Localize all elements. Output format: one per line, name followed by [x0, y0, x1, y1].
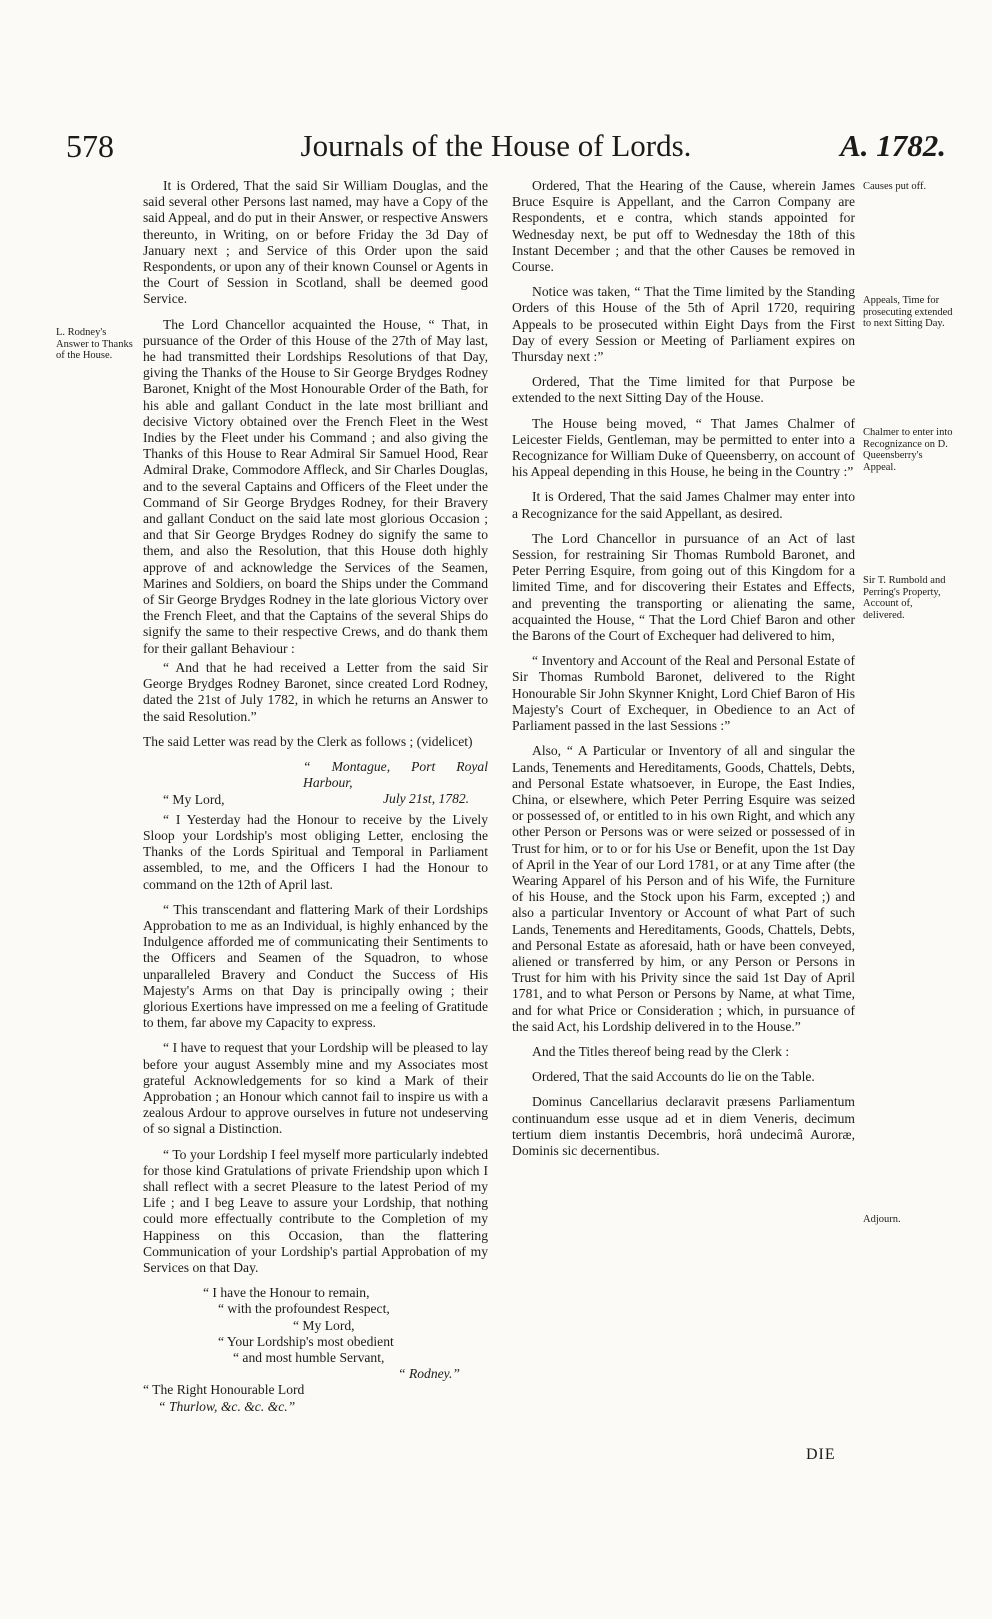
- letter-paragraph: “ To your Lordship I feel myself more particularly indebted for those kind Gratulations of private Friendship upon which I shall reflect with a secret Pleasure to the latest Period of my Life ; and I beg Leave to assure your Lordship, that nothing could more effectually contribute to the Completion of my Happiness on this Occasion, than the flattering Communication of your Lordship's partial Approbation of my Services on that Day.: [143, 1146, 488, 1275]
- closing-line: “ Your Lordship's most obedient: [218, 1333, 394, 1349]
- margin-note-chalmer: Chalmer to enter into Recognizance on D. Queensberry's Appeal.: [863, 427, 953, 473]
- page-title: Journals of the House of Lords.: [300, 128, 692, 163]
- order-accounts-lie: Ordered, That the said Accounts do lie on the Table.: [532, 1069, 815, 1085]
- closing-line: “ My Lord,: [293, 1317, 355, 1333]
- catchword: DIE: [806, 1446, 836, 1463]
- margin-note-rodney: L. Rodney's Answer to Thanks of the House.: [56, 327, 133, 361]
- left-column: [143, 178, 488, 1415]
- letter-date: July 21st, 1782.: [383, 791, 470, 807]
- right-column: [512, 178, 855, 1168]
- rodney-letter: [143, 759, 488, 808]
- inventory-rumbold: “ Inventory and Account of the Real and Personal Estate of Sir Thomas Rumbold Baronet, delivered to the Right Honourable Sir John Skynner Knight, Lord Chief Baron of His Majesty's Court of Exchequer, in Obedience to an Act of Parliament passed in the last Sessions :”: [512, 653, 855, 734]
- letter-paragraph: “ I have to request that your Lordship will be pleased to lay before your august Assembly mine and my Associates most grateful Acknowledgements for so kind a Mark of their Approbation ; an Honour which cannot fail to inspire us with a zealous Ardour to approve ourselves in future not undeserving of so signal a Distinction.: [143, 1040, 488, 1137]
- letter-signature: “ Rodney.”: [398, 1366, 460, 1382]
- page-year: A. 1782.: [840, 128, 946, 163]
- letter-read-note: The said Letter was read by the Clerk as follows ; (videlicet): [143, 733, 473, 749]
- order-time-extended: Ordered, That the Time limited for that Purpose be extended to the next Sitting Day of the House.: [512, 374, 855, 406]
- margin-note-appeals: Appeals, Time for prosecuting extended to next Sitting Day.: [863, 295, 953, 329]
- chancellor-rumbold-act: The Lord Chancellor in pursuance of an Act of last Session, for restraining Sir Thomas Rumbold Baronet, and Peter Perring Esquire, from going out of this Kingdom for a limited Time, and for discovering their Estates and Effects, and preventing the transporting or alienating the same, acquainted the House, “ That the Lord Chief Baron and other the Barons of the Court of Exchequer had delivered to him,: [512, 530, 855, 644]
- order-copy-appeal: It is Ordered, That the said Sir William Douglas, and the said several other Persons last named, may have a Copy of the said Appeal, and do put in their Answer, or respective Answers thereunto, in Writing, on or before Friday the 3d Day of January next ; and Service of this Order upon the said Respondents, or upon any of their known Counsel or Agents in the Court of Session in Scotland, shall be deemed good Service.: [143, 178, 488, 307]
- margin-note-rumbold: Sir T. Rumbold and Perring's Property, Account of, delivered.: [863, 575, 946, 621]
- adjournment: Dominus Cancellarius declaravit præsens Parliamentum continuandum esse usque ad et in diem Veneris, decimum tertium diem instantis Decembris, horâ undecimâ Auroræ, Dominis sic decernentibus.: [512, 1094, 855, 1158]
- page-number: 578: [66, 128, 114, 164]
- margin-note-causes: Causes put off.: [863, 181, 927, 192]
- order-causes-put-off: Ordered, That the Hearing of the Cause, wherein James Bruce Esquire is Appellant, and the Carron Company are Respondents, et e contra, which stands appointed for Wednesday next, be put off to Wednesday the 18th of this Instant December ; and that the other Causes be removed in Course.: [512, 178, 855, 275]
- titles-read: And the Titles thereof being read by the Clerk :: [532, 1043, 790, 1059]
- letter-place: “ Montague, Port Royal Harbour,: [303, 758, 488, 791]
- page-header: [0, 128, 992, 178]
- closing-line: “ I have the Honour to remain,: [203, 1285, 370, 1301]
- order-chalmer: It is Ordered, That the said James Chalmer may enter into a Recognizance for the said Appellant, as desired.: [512, 489, 855, 521]
- closing-line: “ and most humble Servant,: [233, 1350, 385, 1366]
- letter-addressee: “ Thurlow, &c. &c. &c.”: [158, 1398, 296, 1414]
- chancellor-acquainted-rodney: The Lord Chancellor acquainted the House, “ That, in pursuance of the Order of this House of the 27th of May last, he had transmitted their Lordships Resolutions of that Day, giving the Thanks of the House to Sir George Brydges Rodney Baronet, Knight of the Most Honourable Order of the Bath, for his able and gallant Conduct in the late most brilliant and decisive Victory obtained over the French Fleet in the West Indies by the Fleet under his Command ; and also giving the Thanks of this House to Rear Admiral Sir Samuel Hood, Rear Admiral Drake, Commodore Affleck, and Sir Charles Douglas, and to the several Captains and Officers of the Fleet under the Command of Sir George Brydges Rodney, for their Bravery and gallant Conduct on the said late most glorious Occasion ; and that Sir George Brydges Rodney do signify the same to them, and also the Resolution, that this House doth highly approve of and acknowledge the Services of the Seamen, Marines and Soldiers, on board the Ships under the Command of Sir George Brydges Rodney in the late glorious Victory over the French Fleet, and that the Captains of the several Ships do signify the same to their respective Crews, and do thank them for their gallant Behaviour :: [143, 316, 488, 656]
- letter-closing: [143, 1285, 488, 1415]
- letter-salutation: “ My Lord,: [163, 791, 225, 807]
- letter-paragraph: “ This transcendant and flattering Mark of their Lordships Approbation to me as an Individual, is highly enhanced by the Indulgence afforded me of communicating their Sentiments to the Officers and Seamen of the Squadron, to whose unparalleled Bravery and Conduct the Success of His Majesty's Arms on that Day is principally owing ; their glorious Exertions have impressed on me a feeling of Gratitude to them, far above my Capacity to express.: [143, 901, 488, 1031]
- letter-addressee: “ The Right Honourable Lord: [143, 1382, 305, 1398]
- letter-received: “ And that he had received a Letter from the said Sir George Brydges Rodney Baronet, since created Lord Rodney, dated the 21st of July 1782, in which he returns an Answer to the said Resolution.”: [143, 659, 488, 724]
- inventory-perring: Also, “ A Particular or Inventory of all and singular the Lands, Tenements and Hereditaments, Goods, Chattels, Debts, and Personal Estate whatsoever, in Europe, the East Indies, China, or elsewhere, which Peter Perring Esquire was seized or possessed of, or entitled to in his own Right, and which any other Person or Persons was or were seized or possessed of in Trust for him, or to or for his Use or Benefit, upon the 1st Day of April in the Year of our Lord 1781, or at any Time after (the Wearing Apparel of his Person and of his Wife, the Furniture of his House, and the Stock upon his Farm, excepted ;) and also a particular Inventory or Account of what Part of such Lands, Tenements and Hereditaments, Goods, Chattels, Debts, and Personal Estate as aforesaid, hath or have been conveyed, aliened or transferred by him, or any Person or Persons in Trust for him with his Privity since the said 1st Day of April 1781, and to what Person or Persons by Name, at what Time, and for what Price or Consideration ; which, in pursuance of the said Act, his Lordship delivered in to the House.”: [512, 743, 855, 1034]
- motion-chalmer: The House being moved, “ That James Chalmer of Leicester Fields, Gentleman, may be permitted to enter into a Recognizance for William Duke of Queensberry, on account of his Appeal depending in this House, he being in the Country :”: [512, 415, 855, 480]
- notice-appeals-time: Notice was taken, “ That the Time limited by the Standing Orders of this House of the 5th of April 1720, requiring Appeals to be prosecuted within Eight Days from the First Day of every Session or Meeting of Parliament expires on Thursday next :”: [512, 284, 855, 365]
- margin-note-adjourn: Adjourn.: [863, 1214, 901, 1225]
- closing-line: “ with the profoundest Respect,: [218, 1301, 390, 1317]
- letter-paragraph: “ I Yesterday had the Honour to receive by the Lively Sloop your Lordship's most obliging Letter, enclosing the Thanks of the Lords Spiritual and Temporal in Parliament assembled, to me, and the Officers I had the Honour to command on the 12th of April last.: [143, 811, 488, 892]
